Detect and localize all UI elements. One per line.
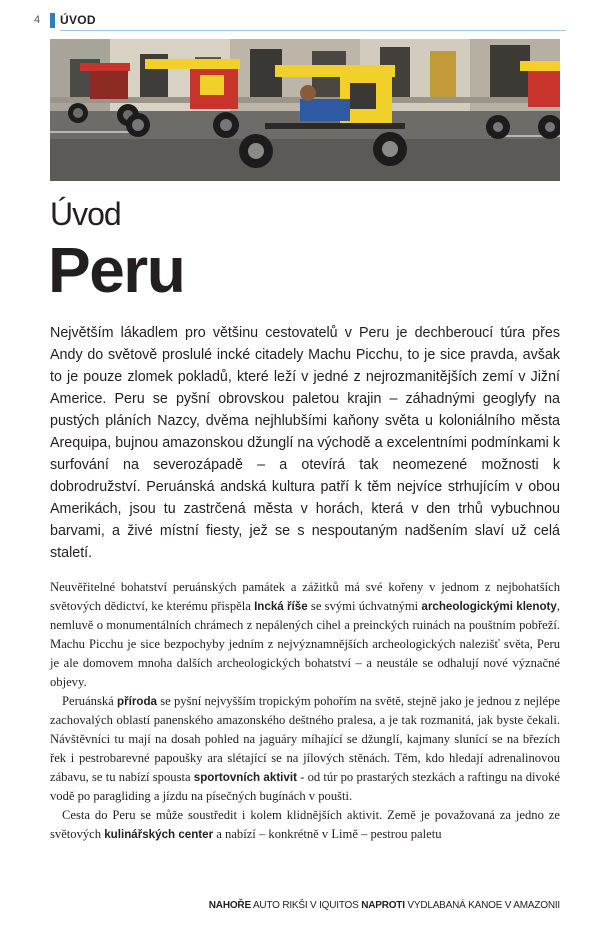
keyword-sports: sportovních aktivit (193, 771, 297, 784)
lead-paragraph: Největším lákadlem pro většinu cestovatelů v Peru je dechberoucí túra přes Andy do světově proslulé incké citadely Machu Picchu, to je sice pravda, avšak to je pouze zlomek pokladů, které leží v jedné z nejrozmanitějších zemí v Jižní Americe. Peru se pyšní obrovskou paletou krajin – záhadnými geoglyfy na pustých pláních Nazcy, dvěma nejhlubšími kaňony světa u koloniálního města Arequipa, bujnou amazonskou džunglí na východě a excelentními podmínkami k surfování na severozápadě – a otevírá tak neomezené možnosti k dobrodružství. Peruánská andská kultura patří k těm nejvíce strhujícím v obou Amerikách, jsou tu zastrčená města v horách, která v den trhů vybuchnou barvami, a živé místní fiesty, jež se s nespoutaným nadšením slaví už celá staletí. (50, 325, 560, 561)
keyword-nature: příroda (117, 695, 157, 708)
paragraph-culinary (50, 806, 560, 844)
text-run: , nemluvě o monumentálních chrámech z nepálených cihel a preinckých ruinách na pouštním pobřeží. Machu Picchu je sice bezpochyby jedním z nejvýznamnějších archeologických nalezišť světa, Peru je ale domovem mnoha dalších archeologických bohatství – a neustále se odhalují nové význačné objevy. (50, 599, 560, 689)
running-header (34, 12, 566, 32)
body-text (50, 578, 560, 844)
section-label: ÚVOD (60, 13, 96, 27)
text-run: Neuvěřitelné bohatství peruánských památek a zážitků má své kořeny v jednom z nejbohatších světových dědictví, ke kterému přispěla (50, 580, 560, 613)
keyword-archaeology: archeologickými klenoty (421, 600, 557, 613)
text-run: se svými úchvatnými (307, 599, 422, 613)
section-marker (50, 13, 55, 28)
country-title: Peru (48, 234, 185, 306)
header-rule (60, 30, 566, 31)
text-run: Peruánská (62, 694, 118, 708)
text-run: a nabízí – konkrétně v Limě – pestrou paletu (213, 827, 442, 841)
keyword-culinary: kulinářských center (104, 828, 214, 841)
text-run: Cesta do Peru se může soustředit i kolem klidnějších aktivit. Země je považovaná za jedno ze světových (50, 808, 560, 841)
intro-title: Úvod (50, 196, 121, 232)
keyword-inca-empire: Incká říše (254, 600, 308, 613)
caption-text-opposite: VYDLABANÁ KANOE V AMAZONII (404, 900, 560, 911)
caption-text-top: AUTO RIKŠI V IQUITOS (250, 900, 362, 911)
paragraph-history (50, 578, 560, 692)
page-number: 4 (34, 14, 41, 26)
rikshaw-photo (50, 39, 560, 181)
paragraph-nature (50, 692, 560, 806)
caption-label-top: NAHOŘE (208, 900, 251, 911)
text-run: se pyšní nejvyšším tropickým pohořím na světě, stejně jako je jednou z nejlépe zachovalých oblastí panenského amazonského deštného pralesa, a je tak rozmanitá, jak byste čekali. Návštěvníci tu mají na dosah pohled na jaguáry míhající se džunglí, kajmany slunící se na březích řek i pestrobarevné papoušky ara slétající se na jílových stěnách. Těm, kdo hledají adrenalinovou zábavu, se tu nabízí spousta (50, 694, 560, 784)
text-run: - od túr po prastarých stezkách a raftingu na divoké vodě po paragliding a jízdu na písečných bugínách v poušti. (50, 770, 560, 803)
photo-caption (209, 900, 560, 911)
caption-label-opposite: NAPROTI (361, 900, 405, 911)
